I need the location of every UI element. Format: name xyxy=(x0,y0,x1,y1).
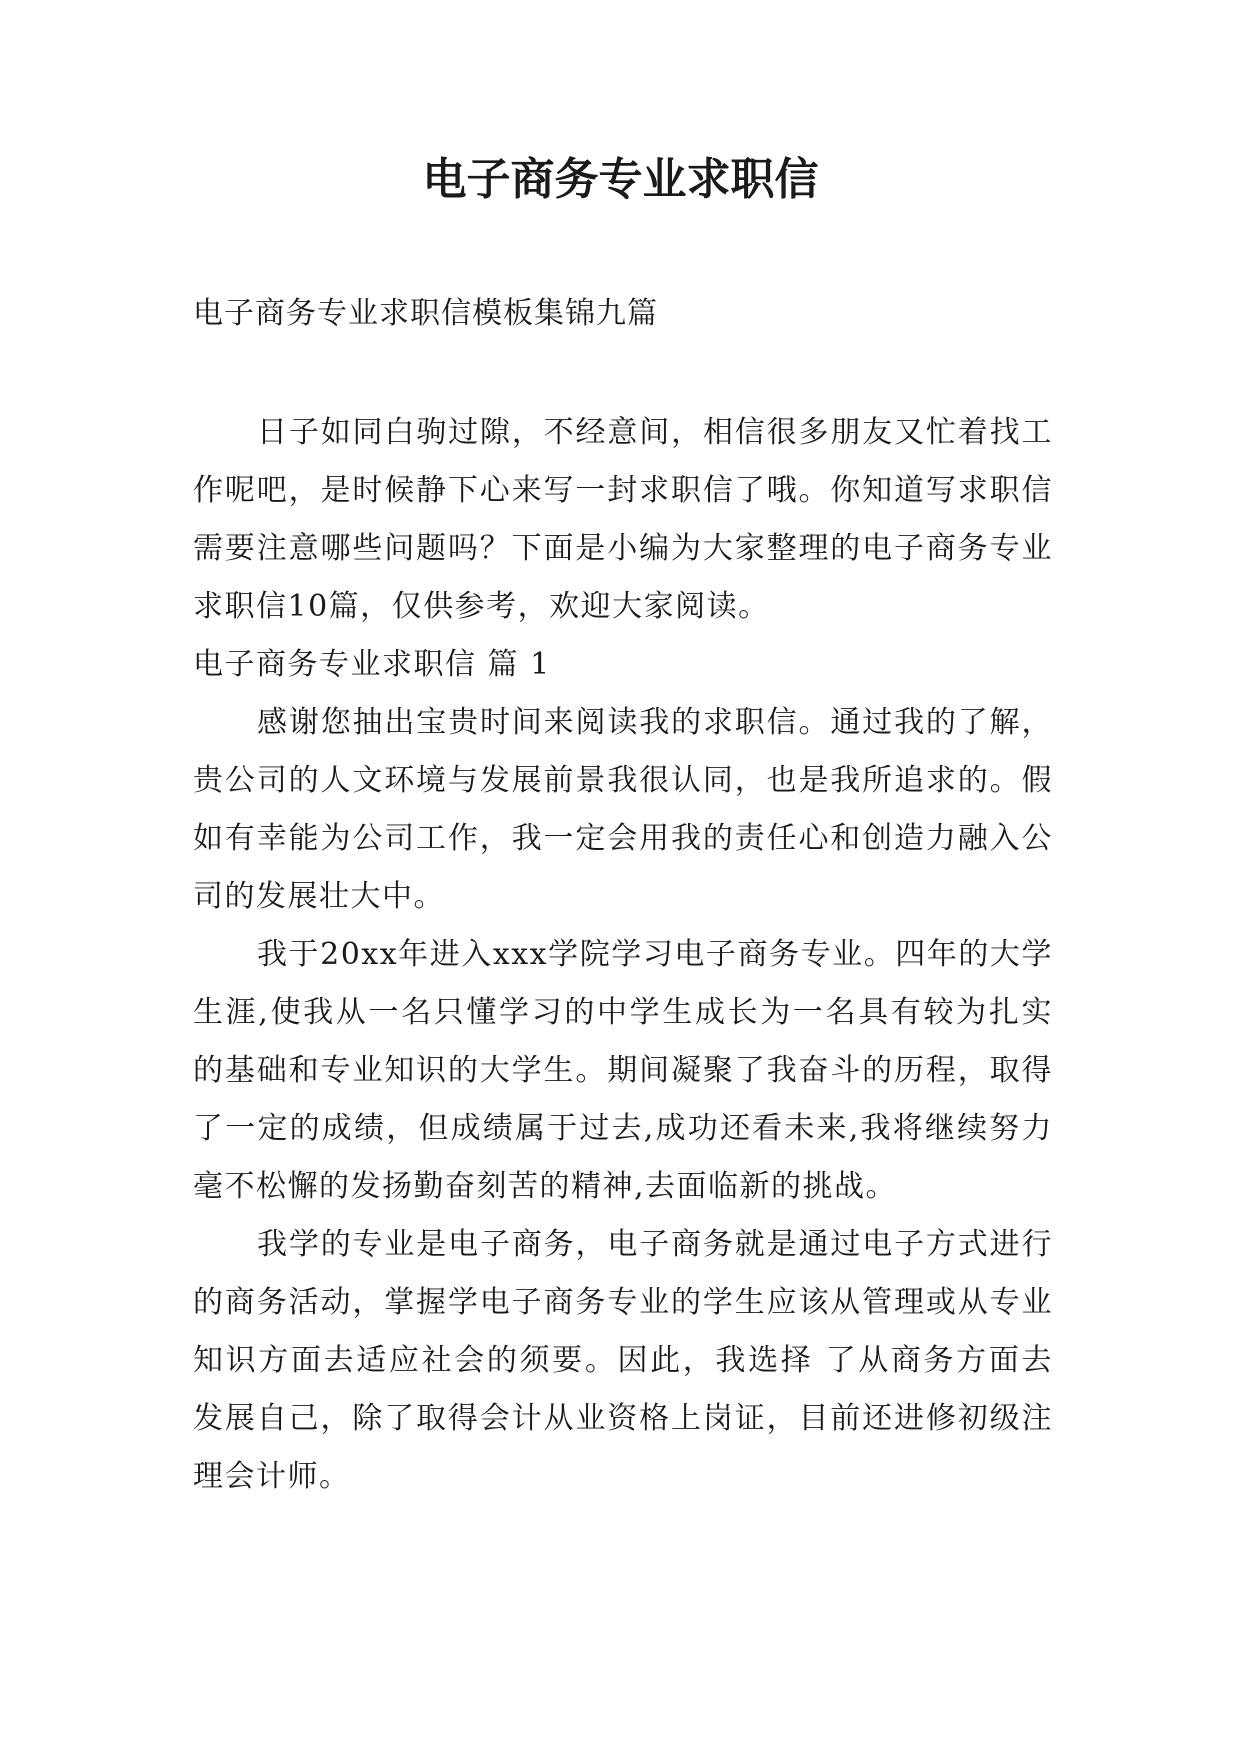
intro-paragraph: 日子如同白驹过隙，不经意间，相信很多朋友又忙着找工作呢吧，是时候静下心来写一封求职信了哦。你知道写求职信需要注意哪些问题吗？下面是小编为大家整理的电子商务专业求职信10篇，仅供参考，欢迎大家阅读。 xyxy=(193,415,1053,624)
document-title: 电子商务专业求职信 xyxy=(422,154,819,205)
body-paragraph-2: 我于20xx年进入xxx学院学习电子商务专业。四年的大学生涯,使我从一名只懂学习的中学生成长为一名具有较为扎实的基础和专业知识的大学生。期间凝聚了我奋斗的历程，取得了一定的成绩，但成绩属于过去,成功还看未来,我将继续努力毫不松懈的发扬勤奋刻苦的精神,去面临新的挑战。 xyxy=(193,937,1053,1204)
body-paragraph-1: 感谢您抽出宝贵时间来阅读我的求职信。通过我的了解，贵公司的人文环境与发展前景我很认同，也是我所追求的。假如有幸能为公司工作，我一定会用我的责任心和创造力融入公司的发展壮大中。 xyxy=(193,705,1053,914)
document-body xyxy=(193,404,1053,1506)
section-heading: 电子商务专业求职信 篇 1 xyxy=(193,647,551,682)
document-subtitle: 电子商务专业求职信模板集锦九篇 xyxy=(193,296,658,331)
body-paragraph-3: 我学的专业是电子商务，电子商务就是通过电子方式进行的商务活动，掌握学电子商务专业的学生应该从管理或从专业知识方面去适应社会的须要。因此，我选择 了从商务方面去发展自己，除了取得会计从业资格上岗证，目前还进修初级注理会计师。 xyxy=(193,1227,1053,1494)
